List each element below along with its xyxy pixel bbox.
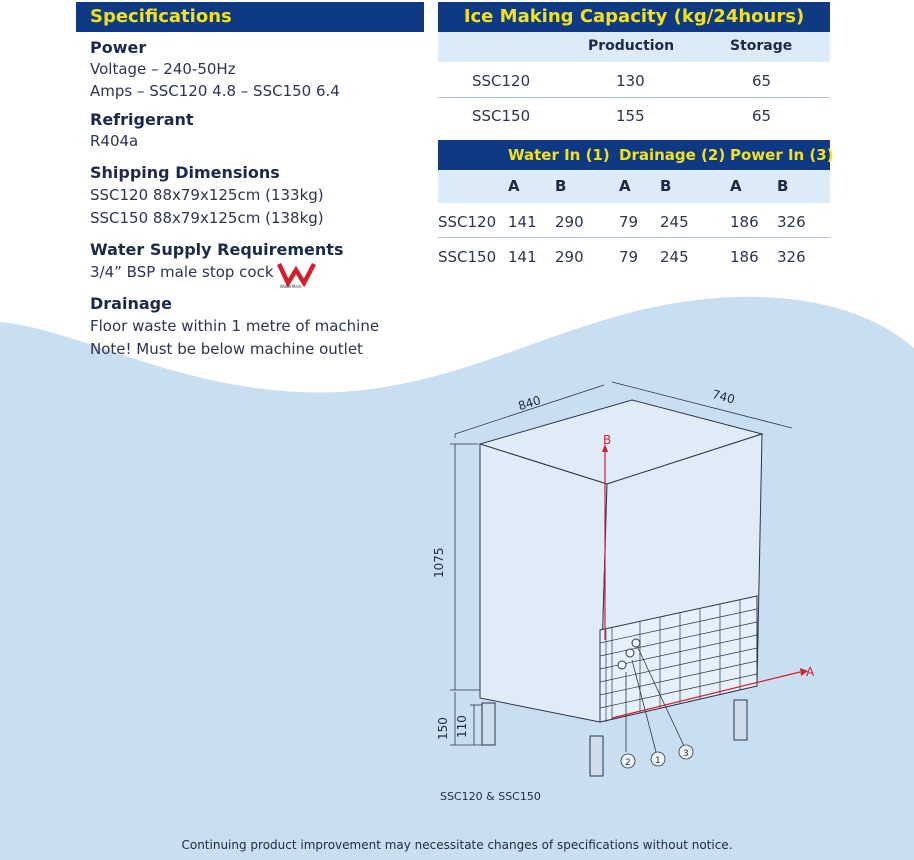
connections-value: 141	[508, 213, 537, 231]
shipping-row-ssc120: SSC120 88x79x125cm (133kg)	[90, 186, 324, 204]
capacity-storage: 65	[752, 72, 772, 90]
connections-value: 245	[660, 248, 689, 266]
leg-height-inner-label: 110	[455, 715, 469, 738]
connections-model: SSC150	[438, 248, 497, 266]
connections-group-water: Water In (1)	[508, 146, 610, 164]
marker-2-label: 2	[625, 758, 631, 768]
connections-value: 186	[730, 248, 759, 266]
capacity-storage: 65	[752, 107, 772, 125]
width-dimension-label: 840	[516, 393, 543, 414]
connections-sub-a: A	[730, 177, 742, 195]
refrigerant-title: Refrigerant	[90, 110, 194, 129]
depth-dimension-label: 740	[710, 387, 737, 407]
water-supply-title: Water Supply Requirements	[90, 240, 344, 259]
marker-3-label: 3	[683, 749, 689, 759]
connections-group-drainage: Drainage (2)	[619, 146, 726, 164]
capacity-production: 155	[616, 107, 645, 125]
water-supply-value: 3/4” BSP male stop cock	[90, 263, 274, 281]
power-voltage: Voltage – 240-50Hz	[90, 60, 236, 78]
drainage-line-2: Note! Must be below machine outlet	[90, 340, 363, 358]
footer-note: Continuing product improvement may necessitate changes of specifications without notice.	[181, 838, 733, 852]
refrigerant-value: R404a	[90, 132, 139, 150]
axis-a-label: A	[806, 665, 815, 679]
drainage-title: Drainage	[90, 294, 172, 313]
capacity-col-production: Production	[588, 38, 675, 54]
connections-value: 290	[555, 213, 584, 231]
shipping-title: Shipping Dimensions	[90, 163, 280, 182]
capacity-header: Ice Making Capacity (kg/24hours)	[438, 2, 830, 32]
specifications-header: Specifications	[76, 2, 424, 32]
power-amps: Amps – SSC120 4.8 – SSC150 6.4	[90, 82, 340, 100]
connections-value: 141	[508, 248, 537, 266]
connections-group-power: Power In (3)	[730, 146, 834, 164]
connections-sub-b: B	[777, 177, 789, 195]
shipping-row-ssc150: SSC150 88x79x125cm (138kg)	[90, 209, 324, 227]
power-title: Power	[90, 38, 147, 57]
connections-sub-b: B	[555, 177, 567, 195]
capacity-production: 130	[616, 72, 645, 90]
connections-value: 290	[555, 248, 584, 266]
height-dimension-label: 1075	[432, 547, 446, 578]
marker-1-label: 1	[655, 756, 661, 766]
capacity-model: SSC120	[472, 72, 531, 90]
connections-sub-b: B	[660, 177, 672, 195]
drainage-line-1: Floor waste within 1 metre of machine	[90, 317, 380, 335]
connections-sub-a: A	[619, 177, 631, 195]
connections-value: 79	[619, 248, 639, 266]
watermark-logo-text: WaterMark	[280, 284, 302, 289]
connections-value: 79	[619, 213, 639, 231]
connections-value: 326	[777, 248, 806, 266]
diagram-caption: SSC120 & SSC150	[440, 790, 541, 803]
capacity-model: SSC150	[472, 107, 531, 125]
connections-value: 245	[660, 213, 689, 231]
connections-value: 326	[777, 213, 806, 231]
connections-sub-a: A	[508, 177, 520, 195]
leg-height-outer-label: 150	[436, 717, 450, 740]
capacity-col-storage: Storage	[730, 38, 793, 54]
axis-b-label: B	[603, 433, 612, 447]
connections-value: 186	[730, 213, 759, 231]
connections-model: SSC120	[438, 213, 497, 231]
